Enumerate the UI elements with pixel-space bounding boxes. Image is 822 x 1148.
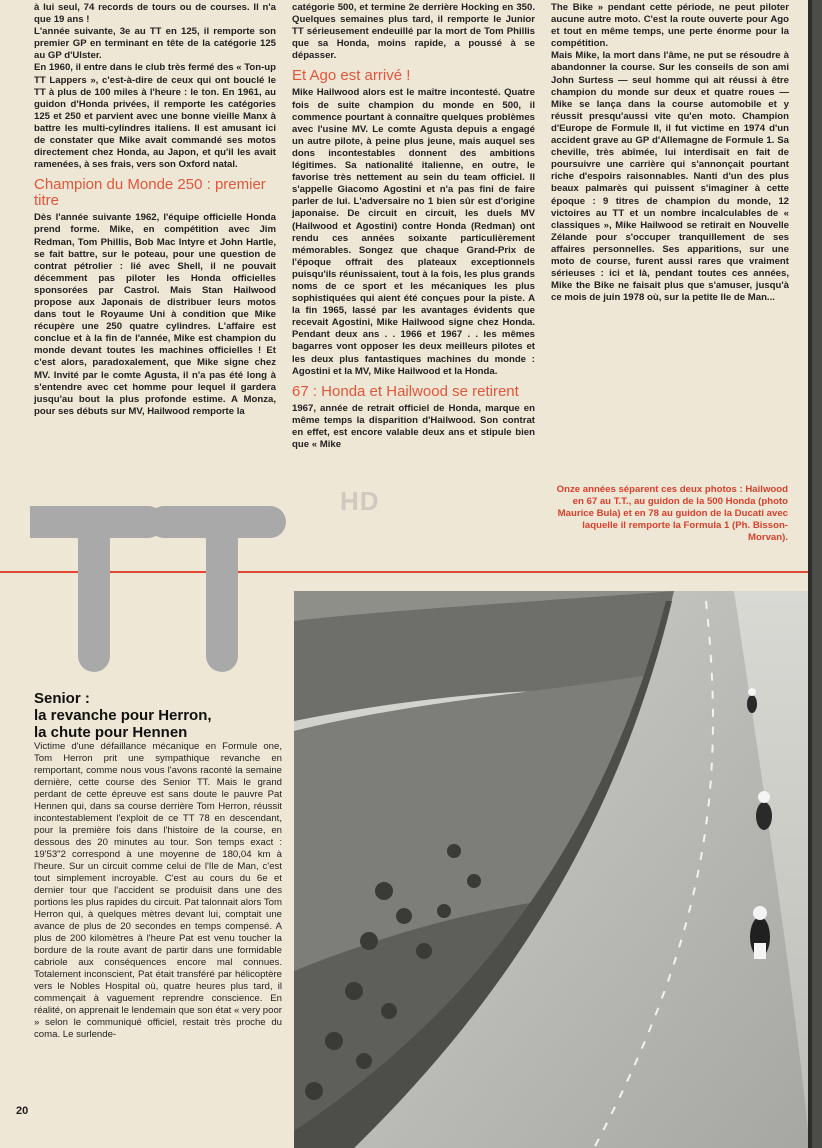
paragraph: 1967, année de retrait officiel de Honda, marque en même temps la disparition d'Hailwood. Son contrat en effet, est encore valable deux ans et stipule bien que « Mike bbox=[292, 402, 535, 450]
paragraph: L'année suivante, 3e au TT en 125, il remporte son premier GP en terminant en tête de la catégorie 125 au GP d'Ulster. bbox=[34, 26, 276, 62]
paragraph: The Bike » pendant cette période, ne peut piloter aucune autre moto. C'est la route ouverte pour Ago et tout en même temps, une perte énorme pour la compétition. bbox=[551, 2, 789, 50]
article-column-1 bbox=[34, 2, 276, 418]
page-number: 20 bbox=[16, 1105, 29, 1117]
article-column-2 bbox=[292, 2, 535, 451]
paragraph: Mike Hailwood alors est le maître incontesté. Quatre fois de suite champion du monde en 500, il commence pourtant à connaître quelques problèmes avec l'usine MV. Le comte Agusta depuis a engagé un autre pilote, à peine plus jeune, mais auquel ses dons incontestables donnent des ambitions légitimes. Sa nationalité italienne, en outre, le favorise très nettement au sein du team officiel. Il s'appelle Giacomo Agostini et n'a pas fini de faire parler de lui. L'adversaire no 1 bien sûr est d'origine japonaise. De circuit en circuit, les duels MV (Hailwood et Agostini) contre Honda (Redman) ont rendu ces années soixante particulièrement mémorables. Songez que chaque Grand-Prix de l'époque offrait des plateaux exceptionnels puisqu'ils réunissaient, tout à la fois, les plus grands noms de ce sport et les mécaniques les plus sophistiquées qui aient été conçues pour la piste. A la fin 1965, lassé par les avantages évidents que recevait Agostini, Mike Hailwood signe chez Honda. Pendant deux ans . . 1966 et 1967 . . les mêmes bagarres vont opposer les deux meilleurs pilotes et les deux plus fantastiques machines du monde : Agostini et la MV, Mike Hailwood et la Honda. bbox=[292, 87, 535, 377]
senior-headline bbox=[34, 690, 284, 741]
tt-section-logo bbox=[30, 506, 288, 672]
headline-line: la chute pour Hennen bbox=[34, 724, 188, 741]
photo-caption: Onze années séparent ces deux photos : Hailwood en 67 au T.T., au guidon de la 500 Honda (photo Maurice Bula) et en 78 au guidon de la Ducati avec laquelle il remporte la Formula 1 (Ph. Bisson-Morvan). bbox=[556, 484, 788, 543]
senior-article-body: Victime d'une défaillance mécanique en Formule one, Tom Herron prit une sympathique revanche en remportant, comme nous vous l'avons raconté la semaine dernière, cette course des Senior TT. Mais le grand perdant de cette épreuve est sans doute le pauvre Pat Hennen qui, dans sa course derrière Tom Herron, réussit incontestablement l'exploit de ce TT 78 en descendant, pour la première fois dans l'histoire de la course, en dessous des 20 minutes au tour. Son temps exact : 19'53"2 correspond à une moyenne de 180,04 km à l'heure. Sur un circuit comme celui de l'Ile de Man, c'est tout simplement incroyable. C'est au cours du 6e et dernier tour que l'accident se produisit dans une des portions les plus rapides du circuit. Pat talonnait alors Tom Herron qui, à quelques mètres devant lui, comptait une avance de plus de 20 secondes en temps compensé. A plus de 200 kilomètres à l'heure Pat est venu toucher la bordure de la route avant de partir dans une formidable cabriole aux conséquences encore mal connues. Totalement inconscient, Pat était transféré par hélicoptère vers le Nobles Hospital où, quatre heures plus tard, il commençait à vaguement reprendre conscience. En réalité, on apprenait le lendemain que son état « very poor » selon le communiqué officiel, restait très proche du coma. Le surlende- bbox=[34, 741, 282, 1040]
section-heading: 67 : Honda et Hailwood se retirent bbox=[292, 382, 519, 400]
headline-line: la revanche pour Herron, bbox=[34, 707, 212, 724]
paragraph: à lui seul, 74 records de tours ou de courses. Il n'a que 19 ans ! bbox=[34, 2, 276, 26]
article-column-3 bbox=[551, 2, 789, 304]
race-photo bbox=[294, 591, 810, 1148]
watermark: HD bbox=[340, 486, 380, 516]
paragraph: catégorie 500, et termine 2e derrière Hocking en 350. Quelques semaines plus tard, il remporte le Junior TT sérieusement endeuillé par la mort de Tom Phillis que sa Honda, moins rapide, a poussé à se dépasser. bbox=[292, 2, 535, 62]
headline-line: Senior : bbox=[34, 690, 90, 707]
paragraph: En 1960, il entre dans le club très fermé des « Ton-up TT Lappers », c'est-à-dire de ceux qui ont bouclé le TT à plus de 100 miles à l'heure : le ton. En 1961, au guidon d'Honda privées, il remporte les catégories 125 et 250 et parvient avec une bonne vieille Manx à battre les multi-cylindres italiens. Il est amusant ici de constater que Mike avait commandé ses motos directement chez Honda, au Japon, et qu'il les avait ramenées, à ses frais, vers son Oxford natal. bbox=[34, 62, 276, 171]
section-heading: Et Ago est arrivé ! bbox=[292, 67, 411, 85]
page-edge-shadow bbox=[808, 0, 822, 1148]
paragraph: Mais Mike, la mort dans l'âme, ne put se résoudre à abandonner la course. Sur les conseils de son ami John Surtess — seul homme qui ait réussi à être champion du monde sur deux et quatre roues — Mike se lança dans la course automobile et y réussit presqu'aussi vite qu'en moto. Champion d'Europe de Formule II, il fut victime en 1974 d'un accident grave au GP d'Allemagne de Formule 1. Sa cheville, très abîmée, lui interdisait en fait de poursuivre une carrière qui s'annonçait pourtant riche d'espoirs raisonnables. Nanti d'un des plus beaux palmarès qui puissent s'imaginer à cette époque : 9 titres de champion du monde, 12 victoires au TT et un nombre incalculables de « classiques », Mike Hailwood se retirait en Nouvelle Zélande pour s'occuper tranquillement de ses affaires personnelles. Ses apparitions, sur une moto de course, furent aussi rares que vraiment sérieuses : ici et là, pendant toutes ces années, Mike the Bike ne faisait plus que s'amuser, jusqu'à ce mois de juin 1978 où, sur la petite Ile de Man... bbox=[551, 50, 789, 304]
section-heading: Champion du Monde 250 : premier titre bbox=[34, 176, 266, 210]
paragraph: Dès l'année suivante 1962, l'équipe officielle Honda prend forme. Mike, en compétition avec Jim Redman, Tom Phillis, Bob Mac Intyre et John Hartle, se fait battre, sur le poteau, pour une question de contrat pétrolier : lié avec Shell, il ne pouvait décemment pas piloter les Honda officielles sponsorées par Castrol. Mais Stan Hailwood propose aux Japonais de distribuer leurs motos dans tout le Royaume Uni à condition que Mike récupère une 250 quatre cylindres. L'affaire est conclue et à la fin de l'année, Mike est champion du monde devant toutes les machines officielles ! Et c'est alors, paradoxalement, que Mike signe chez MV. Invité par le comte Agusta, il n'a pas été long à s'entendre avec cet homme pour lequel il gardera jusqu'au bout la plus profonde estime. A Monza, pour ses débuts sur MV, Hailwood remporte la bbox=[34, 212, 276, 417]
